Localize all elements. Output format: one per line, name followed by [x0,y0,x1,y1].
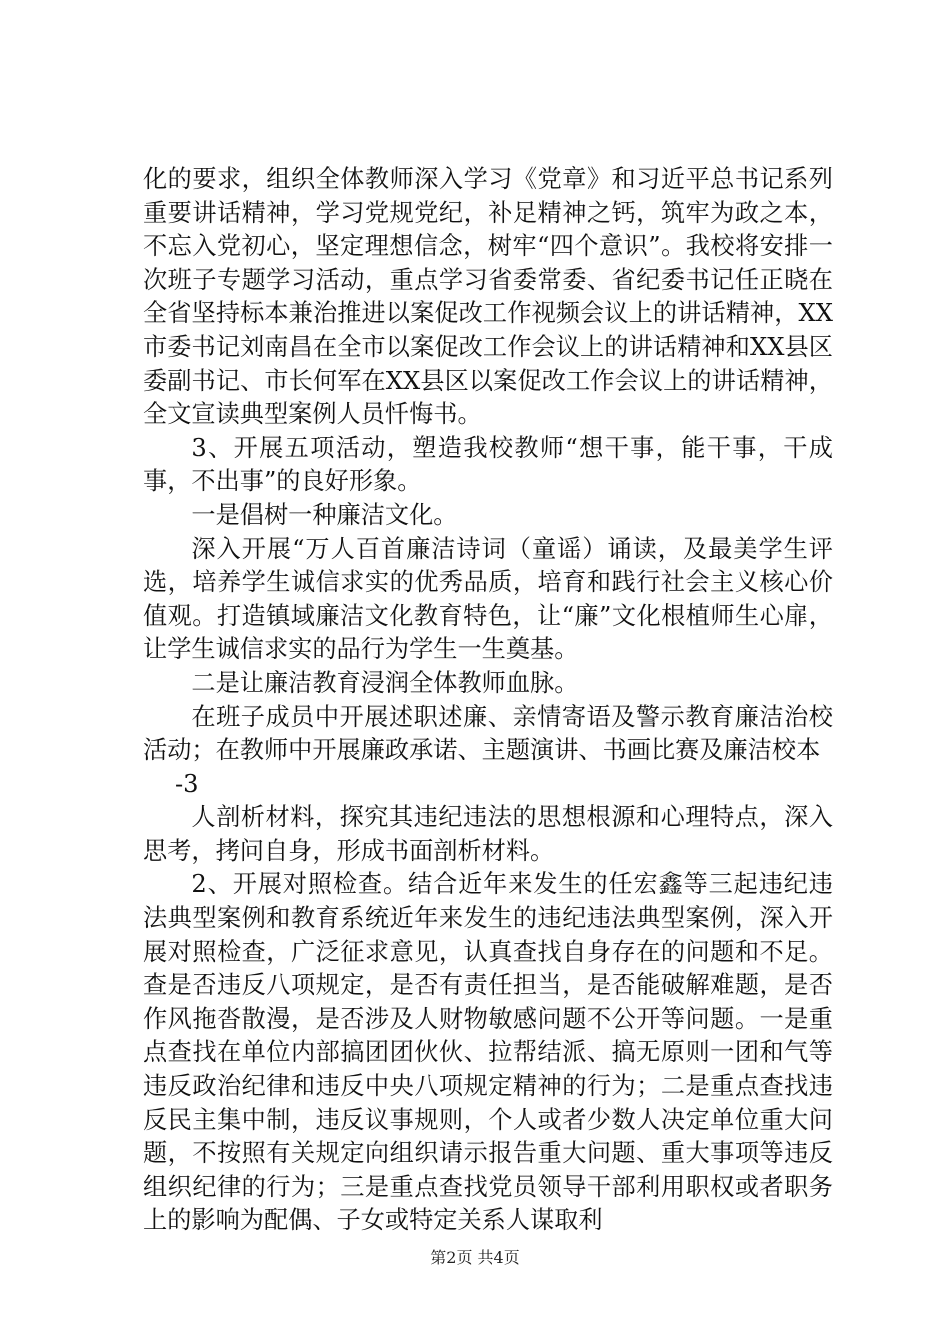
paragraph-heading-education: 二是让廉洁教育浸润全体教师血脉。 [191,668,579,697]
paragraph-heading-culture: 一是倡树一种廉洁文化。 [191,500,458,529]
page-footer: 第2页 共4页 [430,1248,520,1267]
paragraph-education-details: 在班子成员中开展述职述廉、亲情寄语及警示教育廉洁治校活动；在教师中开展廉政承诺、主题演讲、书画比赛及廉洁校本 [143,702,833,765]
paragraph-five-activities: 3、开展五项活动，塑造我校教师“想干事，能干事，干成事，不出事”的良好形象。 [143,433,833,496]
paragraph-self-check: 2、开展对照检查。结合近年来发生的任宏鑫等三起违纪违法典型案例和教育系统近年来发生的违纪违法典型案例，深入开展对照检查，广泛征求意见，认真查找自身存在的问题和不足。查是否违反八项规定，是否有责任担当，是否能破解难题，是否作风拖沓散漫，是否涉及人财物敏感问题不公开等问题。一是重点查找在单位内部搞团团伙伙、拉帮结派、搞无原则一团和气等违反政治纪律和违反中央八项规定精神的行为；二是重点查找违反民主集中制，违反议事规则，个人或者少数人决定单位重大问题，不按照有关规定向组织请示报告重大问题、重大事项等违反组织纪律的行为；三是重点查找党员领导干部利用职权或者职务上的影响为配偶、子女或特定关系人谋取利 [143,870,833,1235]
paragraph-culture-details: 深入开展“万人百首廉洁诗词（童谣）诵读，及最美学生评选，培养学生诚信求实的优秀品质，培育和践行社会主义核心价值观。打造镇域廉洁文化教育特色，让“廉”文化根植师生心扉，让学生诚信求实的品行为学生一生奠基。 [143,534,833,664]
document-body [143,163,833,1238]
paragraph-study-requirements: 化的要求，组织全体教师深入学习《党章》和习近平总书记系列重要讲话精神，学习党规党纪，补足精神之钙，筑牢为政之本，不忘入党初心，坚定理想信念，树牢“四个意识”。我校将安排一次班子专题学习活动，重点学习省委常委、省纪委书记任正晓在全省坚持标本兼治推进以案促改工作视频会议上的讲话精神，XX市委书记刘南昌在全市以案促改工作会议上的讲话精神和XX县区委副书记、市长何军在XX县区以案促改工作会议上的讲话精神，全文宣读典型案例人员忏悔书。 [143,165,833,429]
inline-page-marker: -3 [175,769,199,798]
paragraph-analysis-materials: 人剖析材料，探究其违纪违法的思想根源和心理特点，深入思考，拷问自身，形成书面剖析材料。 [143,803,833,865]
